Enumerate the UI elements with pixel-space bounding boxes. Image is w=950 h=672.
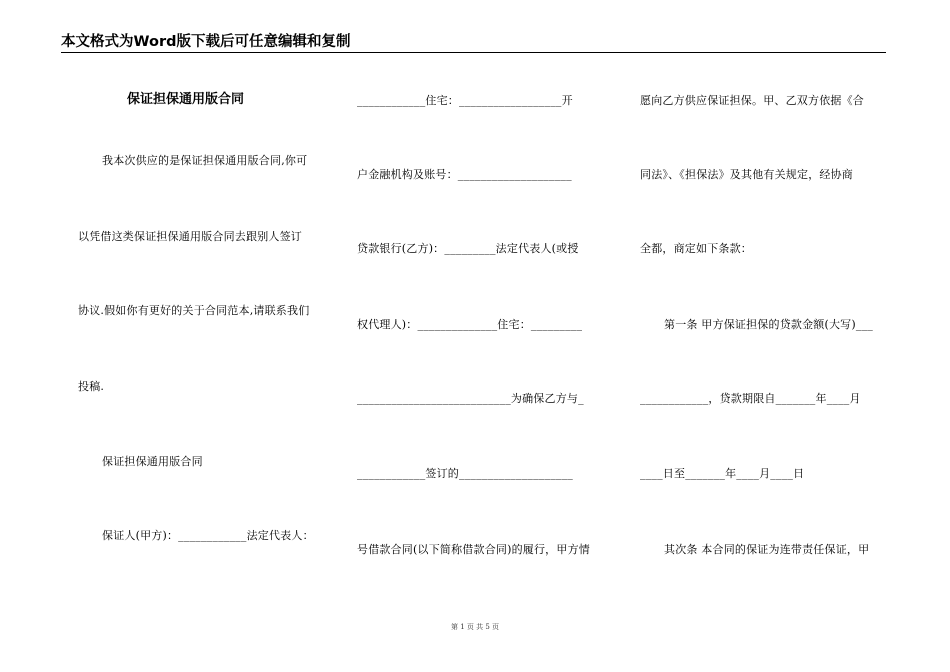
page-header: 本文格式为Word版下载后可任意编辑和复制 [61,33,886,53]
text-line: 第一条 甲方保证担保的贷款金额(大写)___ [664,318,873,331]
text-line: ____日至_______年____月____日 [640,467,805,480]
text-line: 以凭借这类保证担保通用版合同去跟别人签订 [78,230,302,243]
text-line: 愿向乙方供应保证担保。甲、乙双方依据《合 [640,94,864,107]
text-line: ___________________________为确保乙方与_ [357,392,584,405]
text-line: 贷款银行(乙方)：_________法定代表人(或授 [357,242,579,255]
text-line: 同法》、《担保法》及其他有关规定，经协商 [640,168,853,181]
text-line: 我本次供应的是保证担保通用版合同,你可 [102,154,308,167]
text-line: 协议.假如你有更好的关于合同范本,请联系我们 [78,304,310,317]
text-line: 权代理人)：______________住宅：_________ [357,318,583,331]
text-line: ____________，贷款期限自_______年____月 [640,392,861,405]
page-number: 第 1 页 共 5 页 [450,623,500,631]
text-line: ____________住宅：__________________开 [357,94,573,107]
text-line: ____________签订的____________________ [357,467,573,480]
text-line: 全都，商定如下条款： [640,242,752,255]
text-line: 保证担保通用版合同 [102,455,203,468]
text-line: 户金融机构及账号：____________________ [357,168,572,181]
text-line: 号借款合同(以下简称借款合同)的履行，甲方情 [357,543,590,556]
text-line: 投稿. [78,380,105,393]
document-title: 保证担保通用版合同 [127,92,245,107]
text-line: 其次条 本合同的保证为连带责任保证，甲 [664,543,870,556]
text-line: 保证人(甲方)：____________法定代表人： [102,529,314,542]
